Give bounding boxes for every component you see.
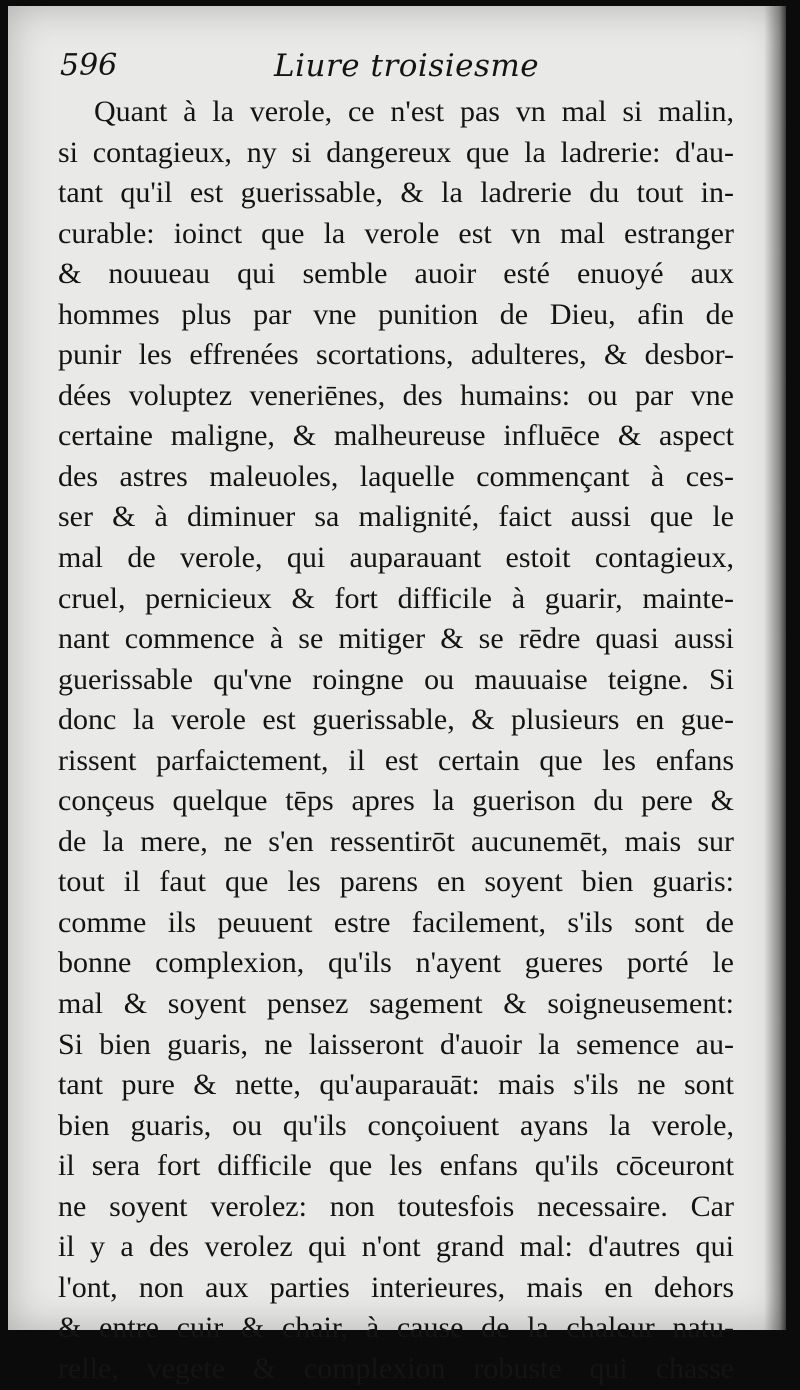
- text-line: Si bien guaris, ne laisseront d'auoir la semence au-: [58, 1027, 734, 1061]
- text-line: hommes plus par vne punition de Dieu, afin de: [58, 297, 734, 331]
- text-line: Quant à la verole, ce n'est pas vn mal si malin,: [94, 95, 734, 128]
- text-line: guerissable qu'vne roingne ou mauuaise teigne. Si: [58, 662, 734, 696]
- text-line: ne soyent verolez: non toutesfois necessaire. Car: [58, 1189, 734, 1223]
- text-line: tant qu'il est guerissable, & la ladrerie du tout in-: [58, 176, 734, 210]
- text-line: dées voluptez veneriēnes, des humains: ou par vne: [58, 378, 734, 412]
- text-line: donc la verole est guerissable, & plusieurs en gue-: [58, 703, 734, 737]
- body-text: [58, 92, 734, 1390]
- text-line: tout il faut que les parens en soyent bien guaris:: [58, 865, 734, 899]
- text-line: tant pure & nette, qu'auparauāt: mais s'ils ne sont: [58, 1068, 734, 1102]
- text-line: mal de verole, qui auparauant estoit contagieux,: [58, 541, 734, 575]
- text-line: cruel, pernicieux & fort difficile à guarir, mainte-: [58, 581, 734, 615]
- text-line: certaine maligne, & malheureuse influēce & aspect: [58, 419, 734, 453]
- text-line: conçeus quelque tēps apres la guerison du pere &: [58, 784, 734, 818]
- text-line: bonne complexion, qu'ils n'ayent gueres porté le: [58, 946, 734, 980]
- text-line: nant commence à se mitiger & se rēdre quasi aussi: [58, 622, 734, 656]
- text-line: punir les effrenées scortations, adulteres, & desbor-: [58, 338, 734, 372]
- text-line: des astres maleuoles, laquelle commençant à ces-: [58, 459, 734, 493]
- text-line: bien guaris, ou qu'ils conçoiuent ayans la verole,: [58, 1108, 734, 1142]
- text-line: & entre cuir & chair, à cause de la chaleur natu-: [58, 1311, 734, 1345]
- text-line: mal & soyent pensez sagement & soigneusement:: [58, 987, 734, 1021]
- text-line: comme ils peuuent estre facilement, s'ils sont de: [58, 905, 734, 939]
- text-line: relle, vegete & complexion robuste qui chasse: [58, 1351, 734, 1385]
- text-line: & nouueau qui semble auoir esté enuoyé aux: [58, 257, 734, 291]
- text-line: l'ont, non aux parties interieures, mais en dehors: [58, 1270, 734, 1304]
- text-line: curable: ioinct que la verole est vn mal estranger: [58, 216, 734, 250]
- text-line: ser & à diminuer sa malignité, faict aussi que le: [58, 500, 734, 534]
- page-number: 596: [60, 48, 118, 83]
- page-header: [60, 48, 740, 88]
- text-line: de la mere, ne s'en ressentirōt aucunemēt, mais sur: [58, 824, 734, 858]
- text-line: il sera fort difficile que les enfans qu'ils cōceuront: [58, 1149, 734, 1183]
- binding-gutter-shadow: [764, 6, 786, 1330]
- text-line: rissent parfaictement, il est certain que les enfans: [58, 743, 734, 777]
- running-title: Liure troisiesme: [274, 48, 540, 84]
- text-line: si contagieux, ny si dangereux que la ladrerie: d'au-: [58, 135, 734, 169]
- book-page: [8, 6, 786, 1385]
- text-line: il y a des verolez qui n'ont grand mal: d'autres qui: [58, 1230, 734, 1264]
